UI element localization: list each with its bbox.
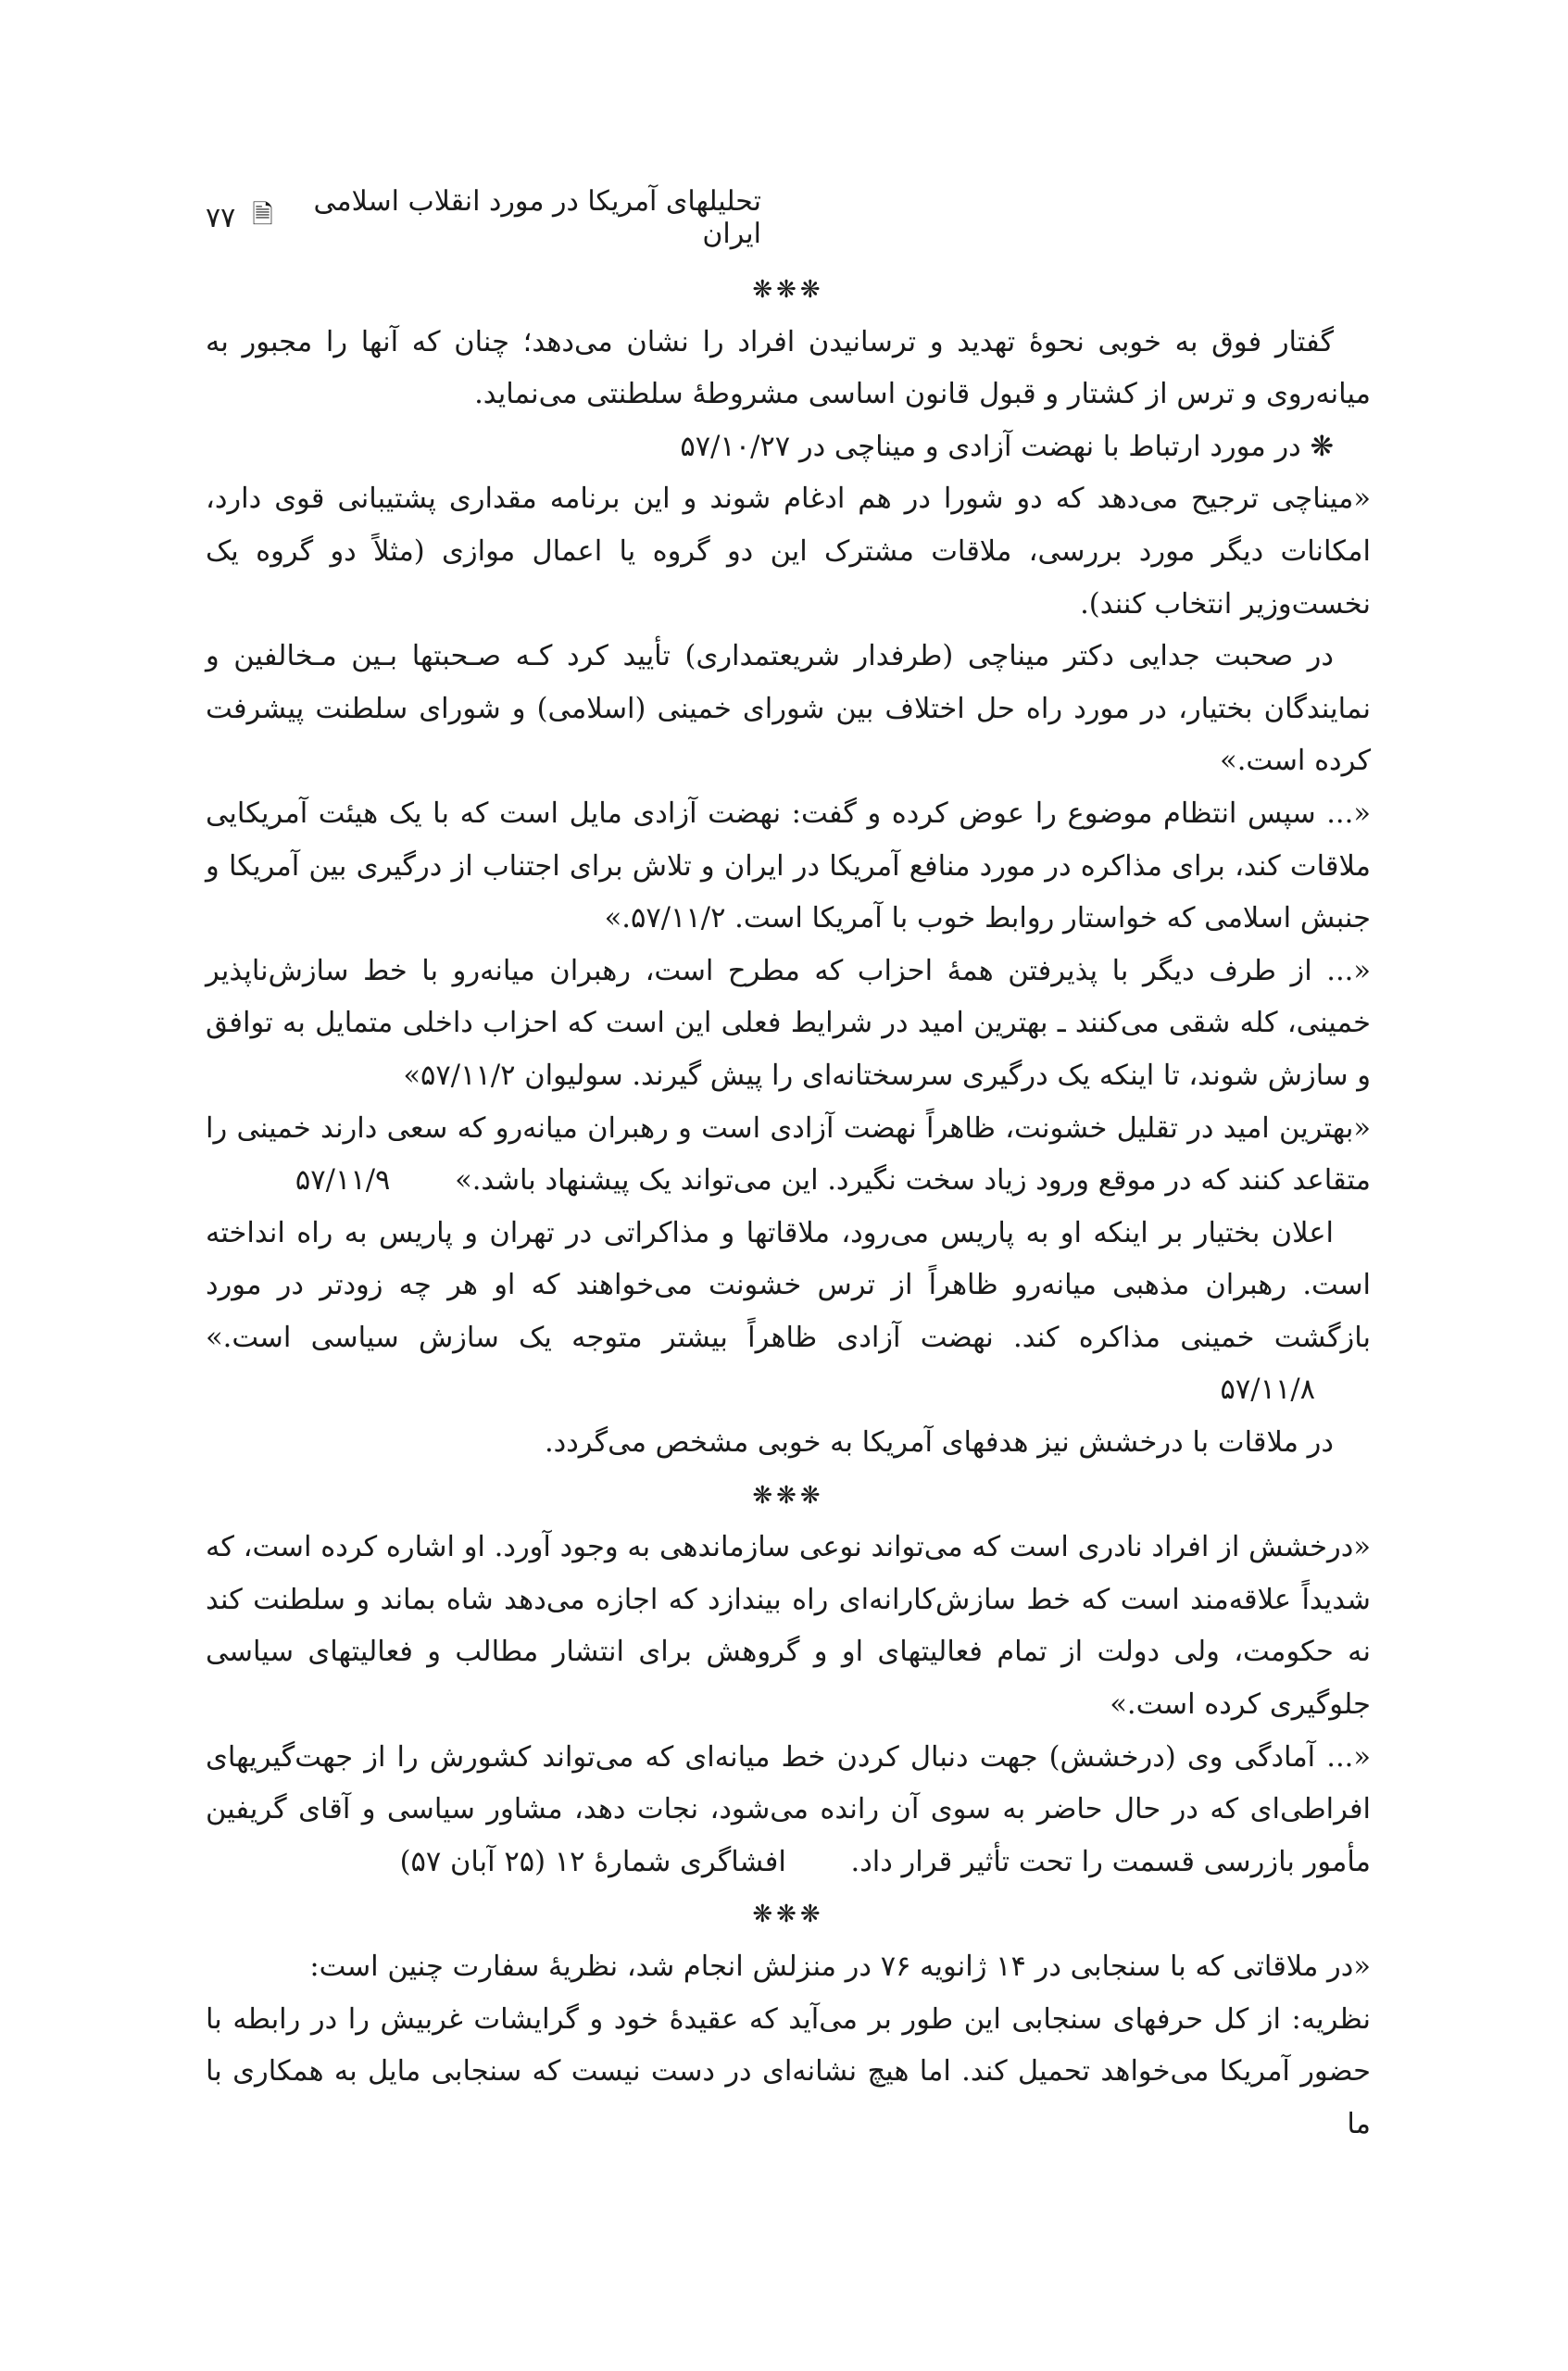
quote-paragraph: «... سپس انتظام موضوع را عوض کرده و گفت: نهضت آزادی مایل است که با یک هیئت آمریکایی ملاقات کند، برای مذاکره در مورد منافع آمریکا در ایران و تلاش برای اجتناب از درگیری بین آمریکا و جنبش اسلامی که خواستار روابط خوب با آمریکا است. ۵۷/۱۱/۲.»: [206, 797, 1371, 935]
paragraph: در ملاقات با درخشش نیز هدفهای آمریکا به خوبی مشخص می‌گردد.: [544, 1426, 1334, 1460]
section-separator: ❋❋❋: [752, 1481, 824, 1510]
chapter-title: تحلیلهای آمریکا در مورد انقلاب اسلامی ایران: [313, 185, 761, 250]
quote-text: «بهترین امید در تقلیل خشونت، ظاهراً نهضت آزادی است و رهبران میانه‌رو که سعی دارند خمینی را متقاعد کنند که در موقع ورود زیاد سخت نگیرد. این می‌تواند یک پیشنهاد باشد.»: [206, 1111, 1371, 1198]
running-header: [206, 185, 761, 250]
section-separator: ❋❋❋: [752, 276, 824, 304]
date-reference: ۵۷/۱۱/۸: [1220, 1374, 1315, 1407]
quote-paragraph: «در ملاقاتی که با سنجابی در ۱۴ ژانویه ۷۶ در منزلش انجام شد، نظریهٔ سفارت چنین است:: [309, 1951, 1371, 1983]
section-heading: ❋ در مورد ارتباط با نهضت آزادی و میناچی در ۵۷/۱۰/۲۷: [680, 430, 1334, 463]
paragraph: در صحبت جدایی دکتر میناچی (طرفدار شریعتمداری) تأیید کرد کـه صـحبتها بـین مـخالفین و نمایندگان بختیار، در مورد راه حل اختلاف بین شورای خمینی (اسلامی) و شورای سلطنت پیشرفت کرده است.»: [206, 640, 1371, 778]
page-number: ۷۷: [206, 201, 236, 234]
quote-paragraph: [206, 1103, 1371, 1208]
paragraph: گفتار فوق به خوبی نحوهٔ تهدید و ترسانیدن افراد را نشان می‌دهد؛ چنان که آنها را مجبور به میانه‌روی و ترس از کشتار و قبول قانون اساسی مشروطهٔ سلطنتی می‌نماید.: [206, 325, 1371, 411]
page-body: [206, 264, 1371, 2151]
section-separator: ❋❋❋: [752, 1901, 824, 1929]
quote-paragraph: «... از طرف دیگر با پذیرفتن همهٔ احزاب که مطرح است، رهبران میانه‌رو با خط سازش‌ناپذیر خمینی، کله شقی می‌کنند ـ بهترین امید در شرایط فعلی این است که احزاب داخلی متمایل به توافق و سازش شوند، تا اینکه یک درگیری سرسختانه‌ای را پیش گیرند. سولیوان ۵۷/۱۱/۲»: [206, 954, 1371, 1092]
date-reference: ۵۷/۱۱/۹: [295, 1164, 391, 1198]
paragraph-text: اعلان بختیار بر اینکه او به پاریس می‌رود، ملاقاتها و مذاکراتی در تهران و پاریس به راه انداخته است. رهبران مذهبی میانه‌رو ظاهراً از ترس خشونت می‌خواهند که او هر چه زودتر در مورد بازگشت خمینی مذاکره کند. نهضت آزادی ظاهراً بیشتر متوجه یک سازش سیاسی است.»: [206, 1216, 1371, 1354]
quote-paragraph: «میناچی ترجیح می‌دهد که دو شورا در هم ادغام شوند و این برنامه مقداری پشتیبانی قوی دارد، امکانات دیگر مورد بررسی، ملاقات مشترک این دو گروه یا اعمال موازی (مثلاً دو گروه یک نخست‌وزیر انتخاب کنند).: [206, 483, 1371, 621]
quote-paragraph: [206, 1732, 1371, 1889]
paragraph: نظریه: از کل حرفهای سنجابی این طور بر می‌آید که عقیدهٔ خود و گرایشات غربیش را در رابطه با حضور آمریکا می‌خواهد تحمیل کند. اما هیچ نشانه‌ای در دست نیست که سنجابی مایل به همکاری با ما: [206, 2002, 1371, 2140]
source-reference: افشاگری شمارهٔ ۱۲ (۲۵ آبان ۵۷): [399, 1845, 786, 1878]
quote-text: «... آمادگی وی (درخشش) جهت دنبال کردن خط میانه‌ای که می‌تواند کشورش را از جهت‌گیریهای افراطی‌ای که در حال حاضر به سوی آن رانده می‌شود، نجات دهد، مشاور سیاسی و آقای گریفین مأمور بازرسی قسمت را تحت تأثیر قرار داد.: [206, 1740, 1371, 1878]
quote-paragraph: «درخشش از افراد نادری است که می‌تواند نوعی سازماندهی به وجود آورد. او اشاره کرده است، که شدیداً علاقه‌مند است که خط سازش‌کارانه‌ای راه بیندازد که اجازه می‌دهد شاه بماند و سلطنت کند نه حکومت، ولی دولت از تمام فعالیتهای او و گروهش برای انتشار مطالب و فعالیتهای سیاسی جلوگیری کرده است.»: [206, 1531, 1371, 1722]
document-icon: 🗎: [252, 199, 273, 230]
paragraph: [206, 1208, 1371, 1417]
